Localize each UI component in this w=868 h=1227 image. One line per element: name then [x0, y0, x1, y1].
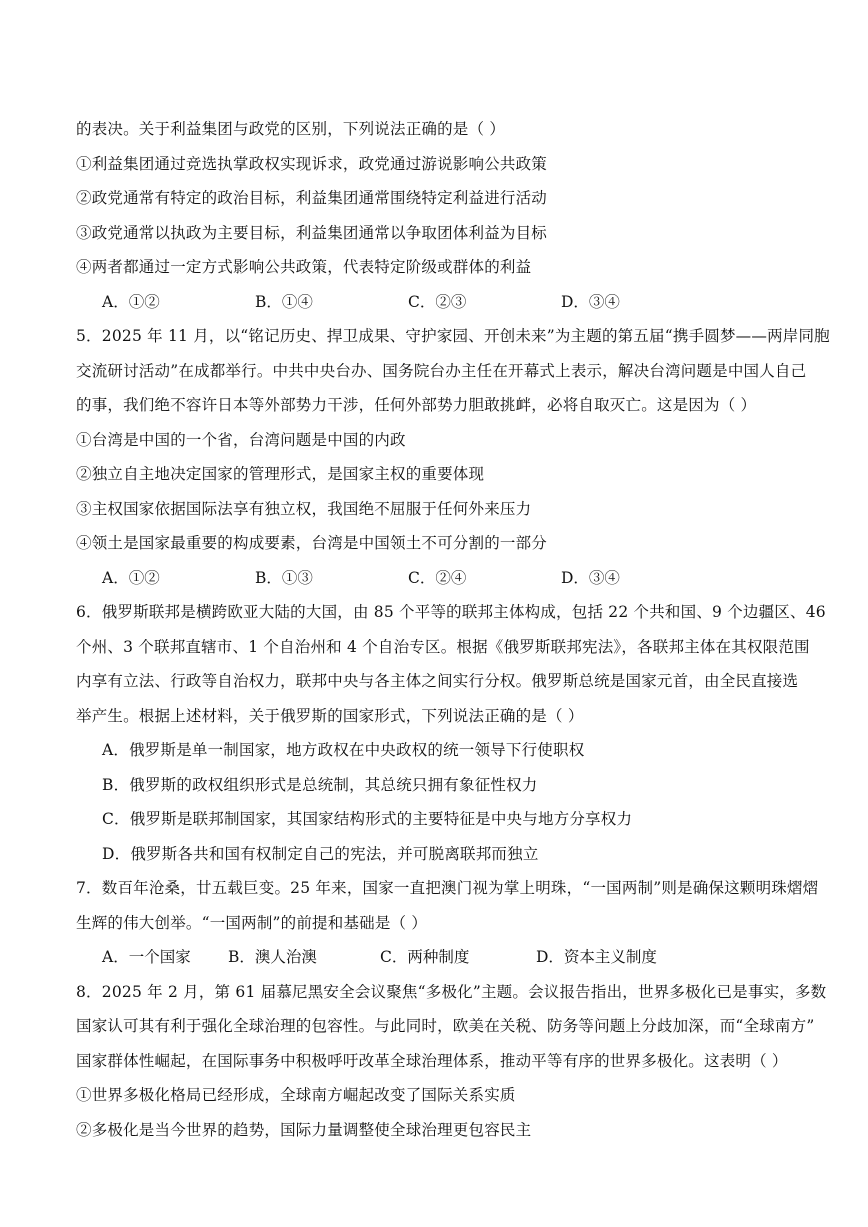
answer-options — [76, 561, 796, 596]
question-stem: 8．2025 年 2 月，第 61 届慕尼黑安全会议聚焦“多极化”主题。会议报告指出，世界多极化已是事实，多数 — [76, 982, 827, 1001]
question-stem: 6．俄罗斯联邦是横跨欧亚大陆的大国，由 85 个平等的联邦主体构成，包括 22 个共和国、9 个边疆区、46 — [76, 603, 826, 621]
statement-item: ③政党通常以执政为主要目标，利益集团通常以争取团体利益为目标 — [76, 223, 548, 242]
statement-item: ②独立自主地决定国家的管理形式，是国家主权的重要体现 — [76, 465, 485, 483]
option-c: C．②③ — [408, 292, 467, 311]
option-b: B．①③ — [255, 568, 313, 587]
statement-item: ④领土是国家最重要的构成要素，台湾是中国领土不可分割的一部分 — [76, 534, 548, 552]
option-c: C．俄罗斯是联邦制国家，其国家结构形式的主要特征是中央与地方分享权力 — [102, 810, 633, 828]
statement-item: ①世界多极化格局已经形成，全球南方崛起改变了国际关系实质 — [76, 1086, 516, 1104]
question-stem: 5．2025 年 11 月，以“铭记历史、捍卫成果、守护家园、开创未来”为主题的第五届“携手圆梦——两岸同胞 — [76, 327, 830, 345]
question-7 — [76, 871, 819, 975]
question-5 — [76, 319, 830, 595]
statement-item: ③主权国家依据国际法享有独立权，我国绝不屈服于任何外来压力 — [76, 499, 532, 518]
exam-page — [76, 112, 830, 1147]
option-a: A．①② — [102, 292, 160, 311]
statement-item: ②多极化是当今世界的趋势，国际力量调整使全球治理更包容民主 — [76, 1120, 532, 1139]
answer-options — [76, 940, 796, 975]
statement-item: ①利益集团通过竞选执掌政权实现诉求，政党通过游说影响公共政策 — [76, 154, 548, 173]
question-stem: 举产生。根据上述材料，关于俄罗斯的国家形式，下列说法正确的是（ ） — [76, 706, 584, 725]
statement-item: ②政党通常有特定的政治目标，利益集团通常围绕特定利益进行活动 — [76, 189, 548, 207]
statement-item: ④两者都通过一定方式影响公共政策，代表特定阶级或群体的利益 — [76, 258, 532, 276]
question-stem: 个州、3 个联邦直辖市、1 个自治州和 4 个自治专区。根据《俄罗斯联邦宪法》，各联邦主体在其权限范围 — [76, 637, 810, 656]
option-b: B．俄罗斯的政权组织形式是总统制，其总统只拥有象征性权力 — [102, 775, 538, 794]
option-c: C．两种制度 — [380, 948, 470, 966]
option-c: C．②④ — [408, 568, 467, 587]
question-stem: 国家认可其有利于强化全球治理的包容性。与此同时，欧美在关税、防务等问题上分歧加深，而“全球南方” — [76, 1017, 815, 1035]
option-a: A．俄罗斯是单一制国家，地方政权在中央政权的统一领导下行使职权 — [102, 741, 585, 759]
option-d: D．俄罗斯各共和国有权制定自己的宪法，并可脱离联邦而独立 — [102, 844, 539, 863]
option-a: A．一个国家 — [102, 948, 191, 966]
option-d: D．资本主义制度 — [536, 948, 657, 966]
option-b: B．①④ — [255, 292, 313, 311]
question-stem: 7．数百年沧桑，廿五载巨变。25 年来，国家一直把澳门视为掌上明珠，“一国两制”则是确保这颗明珠熠熠 — [76, 879, 819, 897]
question-stem: 交流研讨活动”在成都举行。中共中央台办、国务院台办主任在开幕式上表示，解决台湾问题是中国人自己 — [76, 361, 807, 380]
question-8 — [76, 975, 827, 1148]
option-d: D．③④ — [561, 292, 620, 311]
question-stem: 生辉的伟大创举。“一国两制”的前提和基础是（ ） — [76, 913, 428, 932]
question-stem: 的表决。关于利益集团与政党的区别，下列说法正确的是（ ） — [76, 120, 506, 138]
question-stem: 内享有立法、行政等自治权力，联邦中央与各主体之间实行分权。俄罗斯总统是国家元首，由全民直接选 — [76, 672, 799, 690]
question-4 — [76, 112, 796, 319]
statement-item: ①台湾是中国的一个省，台湾问题是中国的内政 — [76, 430, 406, 449]
question-stem: 的事，我们绝不容许日本等外部势力干涉，任何外部势力胆敢挑衅，必将自取灭亡。这是因为（ ） — [76, 396, 757, 414]
question-stem: 国家群体性崛起，在国际事务中积极呼吁改革全球治理体系，推动平等有序的世界多极化。这表明（ ） — [76, 1051, 788, 1070]
option-d: D．③④ — [561, 568, 620, 587]
option-b: B．澳人治澳 — [228, 948, 317, 966]
answer-options — [76, 285, 796, 320]
option-a: A．①② — [102, 568, 160, 587]
question-6 — [76, 595, 826, 871]
